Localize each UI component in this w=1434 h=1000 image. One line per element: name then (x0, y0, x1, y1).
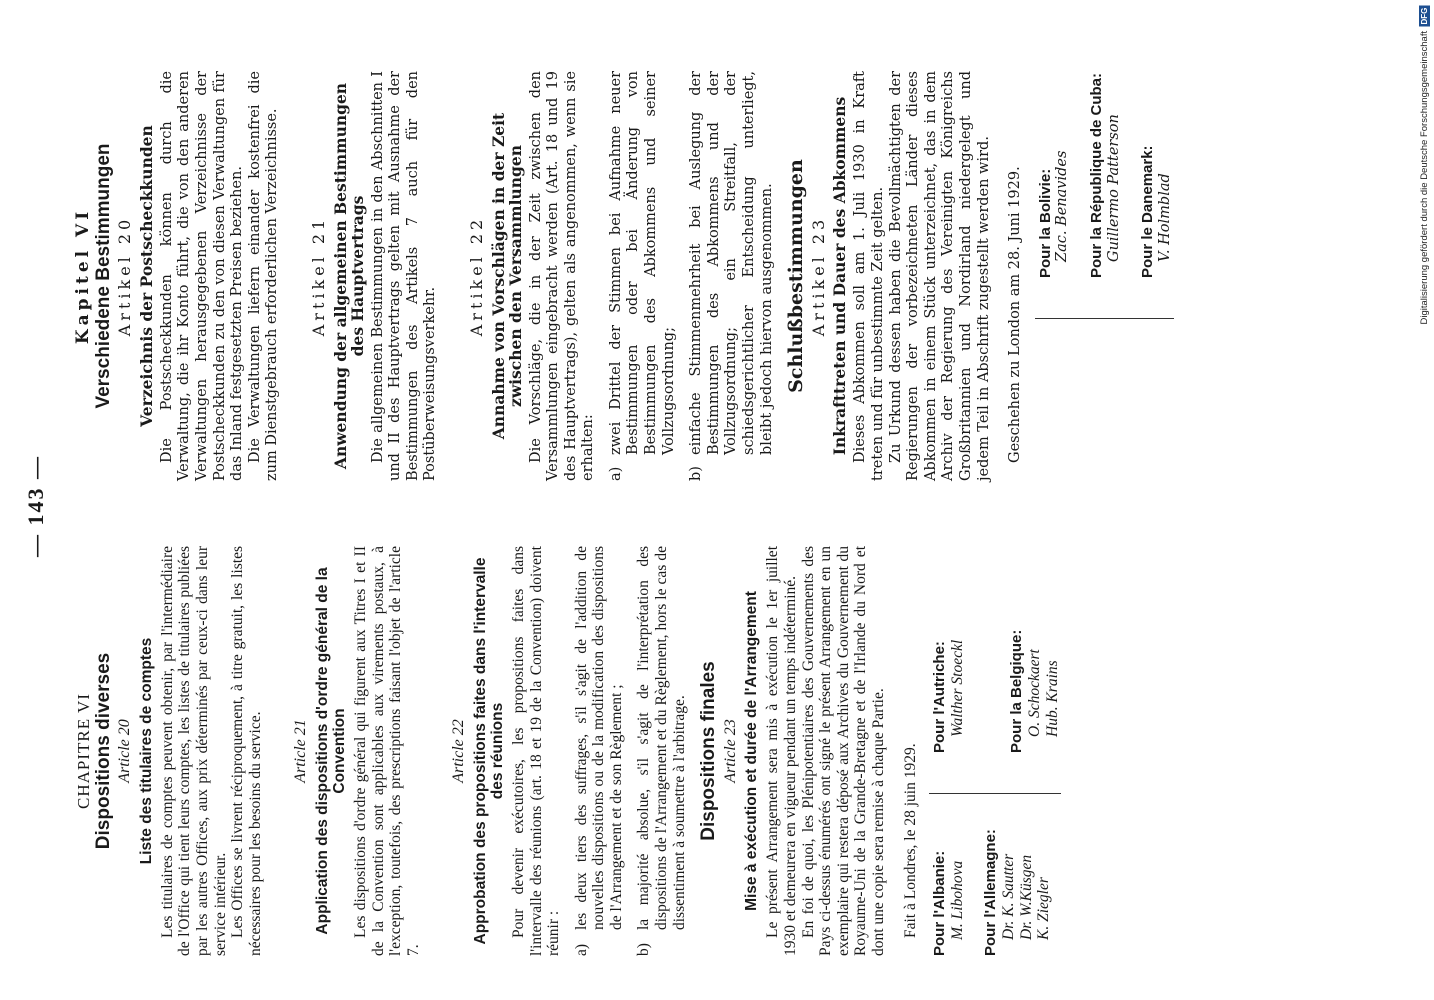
signer: V. Holmblad (1156, 173, 1173, 262)
chapter-title-de: Verschiedene Bestimmungen (92, 143, 114, 409)
article-22-label-de: Artikel 22 (466, 215, 486, 337)
signature-right-fr (929, 546, 1061, 793)
signature-block-de (1035, 71, 1175, 481)
article-23-label-fr: Article 23 (721, 719, 739, 783)
digitization-credit (1419, 6, 1430, 325)
country-austria: Pour l'Autriche: (931, 641, 949, 753)
article-20-label-de: Artikel 20 (115, 215, 135, 337)
article-20-paragraph-2-de: Die Verwaltungen liefern einander kostenfrei die zum Dienstgebrauch erforderlichen Verzeichnisse. (246, 71, 281, 481)
done-at-de: Geschehen zu London am 28. Juni 1929. (1007, 166, 1024, 463)
chapter-label-fr: CHAPITRE VI (74, 693, 93, 809)
article-23-heading-fr: Mise à exécution et durée de l'Arrangement (743, 591, 761, 911)
article-22-heading-fr: Approbation des propositions faites dans l'intervalle des réunions (471, 557, 506, 945)
signer: Walther Stoeckl (948, 639, 966, 737)
signature-left-de (1035, 318, 1175, 481)
article-23-paragraph-2-de: Zu Urkund dessen haben die Bevollmächtigten der Regierungen der vorbezeichneten Länder dieses Abkommen in einem Stück unterzeichnet, das in dem Archiv der Regierung des Vereinigten Königreichs Großbritannien und Nordirland niedergelegt und jedem Teil in Abschrift zugestellt werden wird. (887, 71, 992, 481)
credit-text: Digitalisierung gefördert durch die Deutsche Forschungsgemeinschaft (1419, 30, 1430, 325)
item-text: la majorité absolue, s'il s'agit de l'interprétation des dispositions de l'Arrangement et du Règlement, hors le cas de dissentiment à soumettre à l'arbitrage. (635, 546, 688, 930)
item-text: einfache Stimmenmehrheit bei Auslegung der Bestimmungen des Abkommens und der Vollzugsordnung; ein Streitfall, der schiedsgerichtlicher Entscheidung unterliegt, bleibt jedoch hiervon ausgenommen. (688, 71, 775, 455)
article-21-paragraph-1-fr: Les dispositions d'ordre général qui figurent aux Titres I et II de la Convention sont applicables aux virements postaux, à l'exception, toutefois, des prescriptions faisant l'objet de l'article 7. (351, 546, 422, 956)
article-22-list-de (608, 71, 776, 481)
signer: Zac. Benavides (1054, 150, 1071, 262)
dfg-logo: DFG (1420, 8, 1429, 25)
article-23-heading-de: Inkrafttreten und Dauer des Abkommens (830, 96, 850, 456)
list-item (608, 71, 678, 481)
final-provisions-title-de: Schlußbestimmungen (785, 159, 808, 393)
article-21-heading-fr: Application des dispositions d'ordre général de la Convention (313, 567, 348, 935)
signer: O. Schockaert (1025, 649, 1043, 737)
chapter-label-de: Kapitel VI (73, 207, 93, 345)
country-bolivia: Pour la Bolivie: (1036, 168, 1054, 278)
signer: K. Ziegler (1035, 877, 1053, 940)
article-22-paragraph-1-fr: Pour devenir exécutoires, les propositions faites dans l'intervalle des réunions (art. 18 et 19 de la Convention) doivent réunir : (509, 546, 563, 956)
article-22-label-fr: Article 22 (450, 719, 468, 783)
article-21-heading-de: Anwendung der allgemeinen Bestimmungen des Hauptvertrags (330, 82, 367, 470)
article-21-label-de: Artikel 21 (308, 215, 328, 337)
country-albania: Pour l'Albanie: (931, 850, 949, 956)
country-germany: Pour l'Allemagne: (982, 829, 1000, 956)
rotated-page (5, 36, 1345, 976)
article-23-paragraph-1-de: Dieses Abkommen soll am 1. Juli 1930 in Kraft treten und für unbestimmte Zeit gelten. (852, 71, 886, 481)
list-item (635, 546, 688, 956)
list-item (688, 71, 776, 481)
item-letter: b) (635, 943, 653, 956)
signer: Hub. Krains (1043, 660, 1061, 737)
item-text: les deux tiers des suffrages, s'il s'agit de l'addition de nouvelles dispositions ou de la modification des dispositions de l'Arrangement et de son Règlement ; (572, 546, 625, 930)
item-letter: a) (607, 466, 624, 481)
article-20-paragraph-2-fr: Les Offices se livrent réciproquement, à titre gratuit, les listes nécessaires pour les besoins du service. (229, 546, 264, 956)
article-21-label-fr: Article 21 (292, 719, 310, 783)
country-denmark: Pour le Danemark: (1139, 145, 1157, 278)
item-text: zwei Drittel der Stimmen bei Aufnahme neuer Bestimmungen oder bei Änderung von Bestimmungen des Abkommens und seiner Vollzugsordnung; (607, 71, 677, 455)
article-22-paragraph-1-de: Die Vorschläge, die in der Zeit zwischen den Versammlungen eingebracht werden (Art. 18 und 19 des Hauptvertrags), gelten als angenommen, wenn sie erhalten: (527, 71, 597, 481)
signer: Dr. K. Sautter (999, 853, 1017, 940)
country-belgium: Pour la Belgique: (1008, 629, 1026, 753)
page-number: — 143 — (23, 455, 48, 557)
item-letter: b) (688, 466, 705, 481)
done-at-fr: Fait à Londres, le 28 juin 1929. (901, 743, 919, 938)
german-column (75, 71, 1174, 481)
article-20-heading-de: Verzeichnis der Postscheckkunden (136, 125, 156, 427)
list-item (573, 546, 626, 956)
signer: M. Libohova (948, 860, 966, 940)
signature-block-fr (929, 546, 1061, 956)
article-20-label-fr: Article 20 (116, 719, 134, 783)
article-20-heading-fr: Liste des titulaires de comptes (137, 637, 155, 865)
final-provisions-title-fr: Dispositions finales (698, 661, 720, 841)
article-23-paragraph-1-fr: Le présent Arrangement sera mis à exécution le 1er juillet 1930 et demeurera en vigueur pendant un temps indéterminé. (764, 546, 800, 956)
signature-right-de (1035, 71, 1175, 318)
chapter-title-fr: Dispositions diverses (92, 652, 114, 850)
article-20-paragraph-1-fr: Les titulaires de comptes peuvent obtenir, par l'intermédiaire de l'Office qui tient leurs comptes, les listes de titulaires publiées par les autres Offices, aux prix déterminés par ceux-ci dans leur service intérieur. (158, 546, 229, 956)
article-23-label-de: Artikel 23 (808, 215, 828, 337)
signature-left-fr (929, 793, 1061, 956)
article-22-heading-de: Annahme von Vorschlägen in der Zeit zwischen den Versammlungen (488, 112, 525, 440)
article-20-paragraph-1-de: Die Postscheckkunden können durch die Verwaltung, die ihr Konto führt, die von den anderen Verwaltungen herausgegebenen Verzeichnisse der Postscheckkunden zu den von diesen Verwaltungen für das Inland festgesetzten Preisen beziehen. (158, 71, 246, 481)
article-23-paragraph-2-fr: En foi de quoi, les Plénipotentiaires des Gouvernements des Pays ci-dessus énumérés ont signé le présent Arrangement en un exemplaire qui restera déposé aux Archives du Gouvernement du Royaume-Uni de la Grande-Bretagne et de l'Irlande du Nord et dont une copie sera remise à chaque Partie. (799, 546, 887, 956)
article-22-list-fr (573, 546, 689, 956)
page-number-value: 143 (23, 486, 48, 526)
french-column (75, 546, 1061, 956)
article-21-paragraph-1-de: Die allgemeinen Bestimmungen in den Abschnitten I und II des Hauptvertrags gelten mit Ausnahme der Bestimmungen des Artikels 7 auch für den Postüberweisungsverkehr. (369, 71, 439, 481)
item-letter: a) (572, 943, 590, 956)
signer: Dr. W.Küsgen (1017, 854, 1035, 940)
signer: Guillermo Patterson (1105, 114, 1122, 262)
country-cuba: Pour la République de Cuba: (1087, 72, 1105, 278)
